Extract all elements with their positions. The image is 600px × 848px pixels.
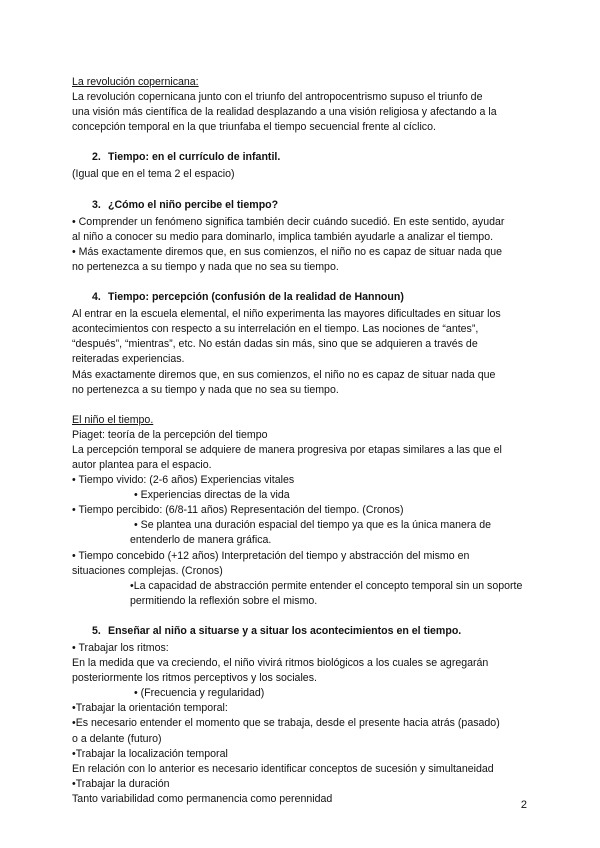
- bullet-item: • Tiempo percibido: (6/8-11 años) Representación del tiempo. (Cronos): [72, 504, 404, 517]
- heading-3: [72, 198, 532, 213]
- text-line: una visión más científica de la realidad desplazando a una visión religiosa y afectando a la: [72, 106, 497, 119]
- text-line: al niño a conocer su medio para dominarlo, implica también ayudarle a analizar el tiempo.: [72, 230, 494, 243]
- text-line: no pertenezca a su tiempo y nada que no sea su tiempo.: [72, 383, 339, 396]
- bullet-item: • Trabajar los ritmos:: [72, 642, 169, 654]
- text-line: • Comprender un fenómeno significa también decir cuándo sucedió. En este sentido, ayudar: [72, 215, 505, 228]
- heading-number: 3.: [92, 198, 101, 211]
- heading-2: [72, 150, 532, 165]
- text-line: concepción temporal en la que triunfaba el tiempo secuencial frente al cíclico.: [72, 121, 436, 134]
- text-line: no pertenezca a su tiempo y nada que no sea su tiempo.: [72, 260, 339, 273]
- heading-text: Tiempo: en el currículo de infantil.: [108, 151, 281, 164]
- sub-bullet-item: •La capacidad de abstracción permite entender el concepto temporal sin un soporte: [130, 579, 523, 592]
- heading-text: Tiempo: percepción (confusión de la realidad de Hannoun): [108, 291, 404, 304]
- text-line: posteriormente los ritmos perceptivos y los sociales.: [72, 672, 317, 685]
- sub-bullet-item: • Se plantea una duración espacial del tiempo ya que es la única manera de: [134, 519, 492, 532]
- heading-number: 5.: [92, 624, 101, 637]
- text-line: (Igual que en el tema 2 el espacio): [72, 168, 235, 181]
- heading-text: Enseñar al niño a situarse y a situar los acontecimientos en el tiempo.: [108, 624, 462, 637]
- text-line: autor plantea para el espacio.: [72, 458, 212, 471]
- heading-4: [72, 290, 532, 305]
- bullet-item: •Trabajar la localización temporal: [72, 747, 228, 760]
- heading-number: 4.: [92, 291, 101, 304]
- heading-number: 2.: [92, 151, 101, 164]
- text-line: La percepción temporal se adquiere de manera progresiva por etapas similares a las que el: [72, 443, 502, 456]
- text-line: Piaget: teoría de la percepción del tiempo: [72, 428, 268, 441]
- sub-bullet-item: • Experiencias directas de la vida: [134, 489, 290, 502]
- page-number: 2: [520, 799, 527, 811]
- heading-text: ¿Cómo el niño percibe el tiempo?: [108, 198, 279, 211]
- sub-bullet-continuation: entenderlo de manera gráfica.: [130, 534, 272, 547]
- text-line: o a delante (futuro): [72, 732, 162, 745]
- sub-bullet-continuation: permitiendo la reflexión sobre el mismo.: [130, 594, 318, 607]
- heading-5: [72, 624, 532, 639]
- bullet-item: •Trabajar la orientación temporal:: [72, 702, 228, 715]
- text-line: En la medida que va creciendo, el niño vivirá ritmos biológicos a los cuales se agregarán: [72, 657, 489, 670]
- text-line: reiteradas experiencias.: [72, 353, 185, 366]
- section-title-revolucion: La revolución copernicana:: [72, 76, 199, 88]
- text-line: La revolución copernicana junto con el triunfo del antropocentrismo supuso el triunfo de: [72, 91, 483, 104]
- text-line: • Más exactamente diremos que, en sus comienzos, el niño no es capaz de situar nada que: [72, 245, 503, 258]
- section-title-nino: El niño el tiempo.: [72, 413, 154, 426]
- bullet-item: • Tiempo concebido (+12 años) Interpretación del tiempo y abstracción del mismo en: [72, 549, 470, 562]
- text-line: Más exactamente diremos que, en sus comienzos, el niño no es capaz de situar nada que: [72, 368, 496, 381]
- text-line: “después”, “mientras”, etc. No están dadas sin más, sino que se adquieren a través de: [72, 338, 478, 351]
- sub-bullet-item: • (Frecuencia y regularidad): [134, 687, 265, 700]
- text-line: En relación con lo anterior es necesario identificar conceptos de sucesión y simultaneidad: [72, 762, 494, 775]
- text-line: Tanto variabilidad como permanencia como perennidad: [72, 792, 333, 805]
- document-page: [72, 75, 532, 807]
- text-line: Al entrar en la escuela elemental, el niño experimenta las mayores dificultades en situar los: [72, 308, 501, 321]
- text-line: situaciones complejas. (Cronos): [72, 564, 223, 577]
- bullet-item: •Es necesario entender el momento que se trabaja, desde el presente hacia atrás (pasado): [72, 717, 500, 730]
- bullet-item: • Tiempo vivido: (2-6 años) Experiencias vitales: [72, 474, 295, 487]
- text-line: acontecimientos con respecto a su interrelación en el tiempo. Las nociones de “antes”,: [72, 323, 479, 336]
- bullet-item: •Trabajar la duración: [72, 777, 170, 790]
